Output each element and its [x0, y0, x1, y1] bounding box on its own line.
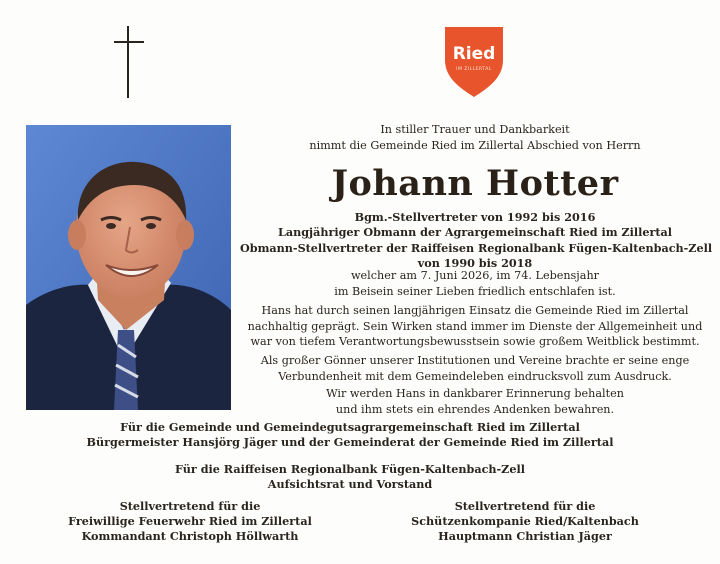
death-line: welcher am 7. Juni 2026, im 74. Lebensjahr	[350, 269, 599, 282]
signature-line: Bürgermeister Hansjörg Jäger und der Gemeinderat der Gemeinde Ried im Zillertal	[86, 435, 614, 449]
signature-line: Schützenkompanie Ried/Kaltenbach	[411, 514, 639, 528]
signature-line: Für die Gemeinde und Gemeindegutsagrargemeinschaft Ried im Zillertal	[120, 420, 580, 434]
paragraph-line: Als großer Gönner unserer Institutionen und Vereine brachte er seine enge	[260, 354, 690, 367]
deceased-name: Johann Hotter	[331, 163, 619, 204]
role-line: von 1990 bis 2018	[417, 255, 533, 270]
portrait-photo	[26, 125, 231, 410]
roles-list	[240, 210, 713, 271]
paragraph-line: war von tiefem Verantwortungsbewusstsein sowie großem Weitblick bestimmt.	[250, 335, 700, 348]
role-line: Bgm.-Stellvertreter von 1992 bis 2016	[354, 210, 596, 224]
death-line: im Beisein seiner Lieben friedlich entschlafen ist.	[334, 284, 616, 298]
paragraph-line: Verbundenheit mit dem Gemeindeleben eindrucksvoll zum Ausdruck.	[278, 369, 672, 383]
signature-bank	[0, 462, 700, 492]
death-notice	[240, 268, 710, 299]
signature-line: Aufsichtsrat und Vorstand	[267, 477, 433, 491]
intro-line: In stiller Trauer und Dankbarkeit	[380, 123, 570, 136]
signature-feuerwehr	[50, 499, 330, 544]
ried-logo	[444, 26, 504, 98]
role-line: Obmann-Stellvertreter der Raiffeisen Regionalbank Fügen-Kaltenbach-Zell	[240, 240, 713, 255]
signature-line: Freiwillige Feuerwehr Ried im Zillertal	[68, 514, 312, 528]
signature-line: Stellvertretend für die	[119, 499, 261, 513]
paragraph-line: nachhaltig geprägt. Sein Wirken stand immer im Dienste der Allgemeinheit und	[247, 319, 703, 333]
tribute-paragraph-2	[240, 353, 710, 384]
role-line: Langjähriger Obmann der Agrargemeinschaft Ried im Zillertal	[277, 225, 673, 240]
paragraph-line: Wir werden Hans in dankbarer Erinnerung behalten	[326, 387, 624, 400]
logo-name: Ried	[452, 44, 496, 64]
intro-text	[240, 122, 710, 153]
signature-gemeinde	[0, 420, 700, 450]
logo-subtitle: IM ZILLERTAL	[456, 67, 492, 72]
signature-line: Stellvertretend für die	[454, 499, 596, 513]
intro-line: nimmt die Gemeinde Ried im Zillertal Abschied von Herrn	[309, 138, 641, 152]
signature-line: Für die Raiffeisen Regionalbank Fügen-Kaltenbach-Zell	[175, 462, 525, 476]
paragraph-line: Hans hat durch seinen langjährigen Einsatz die Gemeinde Ried im Zillertal	[261, 304, 689, 317]
signature-schuetzen	[385, 499, 665, 544]
signature-line: Kommandant Christoph Höllwarth	[81, 529, 299, 543]
tribute-paragraph-3	[240, 386, 710, 417]
cross-icon	[114, 26, 144, 98]
signature-line: Hauptmann Christian Jäger	[438, 529, 612, 543]
paragraph-line: und ihm stets ein ehrendes Andenken bewahren.	[335, 402, 615, 416]
tribute-paragraph-1	[240, 303, 710, 350]
